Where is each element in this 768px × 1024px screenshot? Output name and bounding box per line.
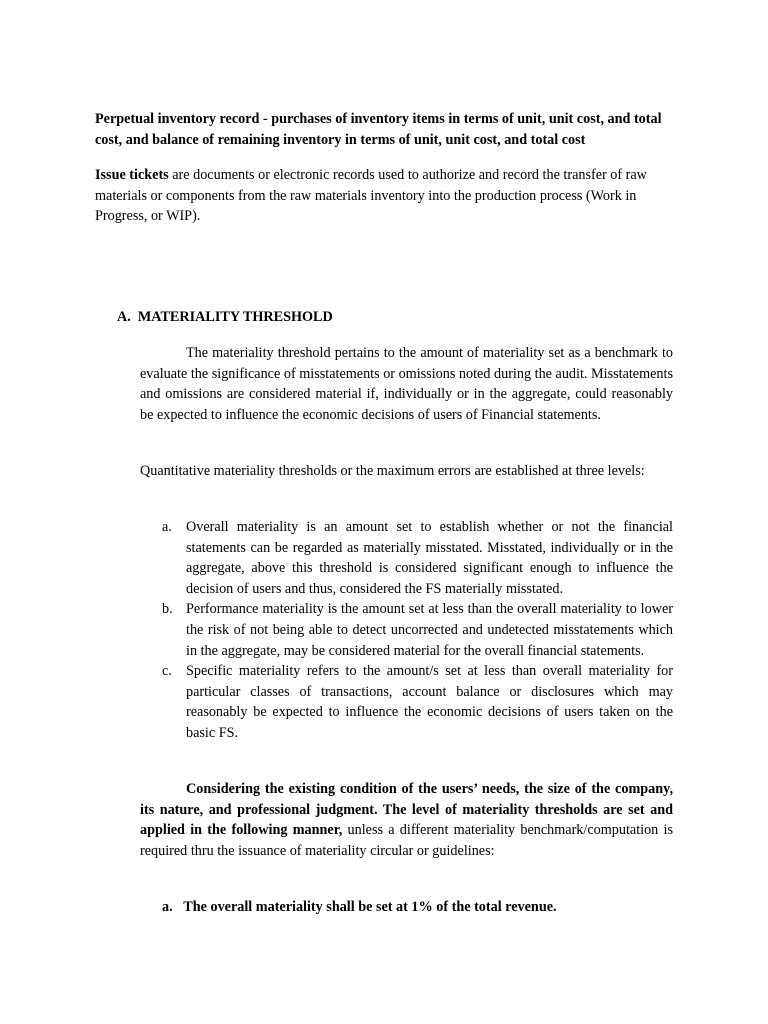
section-title: MATERIALITY THRESHOLD xyxy=(137,309,333,325)
list-item xyxy=(162,517,673,599)
overall-materiality-rule xyxy=(162,897,662,918)
list-item-text: Specific materiality refers to the amount/s set at less than overall materiality for particular classes of transactions, account balance or disclosures which may reasonably be expected to influence the economic decisions of users taken on the basic FS. xyxy=(186,663,673,741)
section-letter: A. xyxy=(117,309,131,325)
list-marker: a. xyxy=(162,519,172,535)
list-item xyxy=(162,661,673,743)
issue-tickets-term: Issue tickets xyxy=(95,167,169,183)
rule-text: The overall materiality shall be set at 1% of the total revenue. xyxy=(183,899,557,915)
materiality-threshold-paragraph: The materiality threshold pertains to the amount of materiality set as a benchmark to evaluate the significance of misstatements or omissions noted during the audit. Misstatements and omissions are considered material if, individually or in the aggregate, could reasonably be expected to influence the economic decisions of users of Financial statements. xyxy=(140,345,673,423)
list-marker: c. xyxy=(162,663,172,680)
list-item-text: Overall materiality is an amount set to establish whether or not the financial statements can be regarded as materially misstated. Misstated, individually or in the aggregate, above this threshold is considered significant enough to influence the decision of users and thus, considered the FS materially misstated. xyxy=(186,519,673,597)
perpetual-inventory-heading: Perpetual inventory record - purchases of inventory items in terms of unit, unit cost, and total cost, and balance of remaining inventory in terms of unit, unit cost, and total cost xyxy=(95,111,662,148)
section-heading xyxy=(117,307,417,328)
considering-regular-text: unless a different materiality benchmark/computation is required thru the issuance of materiality circular or guidelines: xyxy=(140,822,673,859)
intro-paragraph-perpetual xyxy=(95,109,675,150)
considering-paragraph xyxy=(140,779,673,861)
issue-tickets-definition: are documents or electronic records used to authorize and record the transfer of raw materials or components from the raw materials inventory into the production process (Work in Progress, or WIP). xyxy=(95,167,647,225)
considering-bold-text: Considering the existing condition of the users’ needs, the size of the company, its nature, and professional judgment. The level of materiality thresholds are set and applied in the following manner, xyxy=(140,781,673,839)
intro-paragraph-issue-tickets xyxy=(95,165,675,227)
rule-marker: a. xyxy=(162,899,173,915)
list-marker: b. xyxy=(162,601,173,618)
list-item xyxy=(162,599,673,661)
list-item-text: Performance materiality is the amount set at less than the overall materiality to lower the risk of not being able to detect uncorrected and undetected misstatements which in the aggregate, may be considered material for the overall financial statements. xyxy=(186,601,673,659)
quantitative-levels-paragraph: Quantitative materiality thresholds or the maximum errors are established at three levels: xyxy=(140,463,645,479)
materiality-levels-list xyxy=(162,517,673,744)
